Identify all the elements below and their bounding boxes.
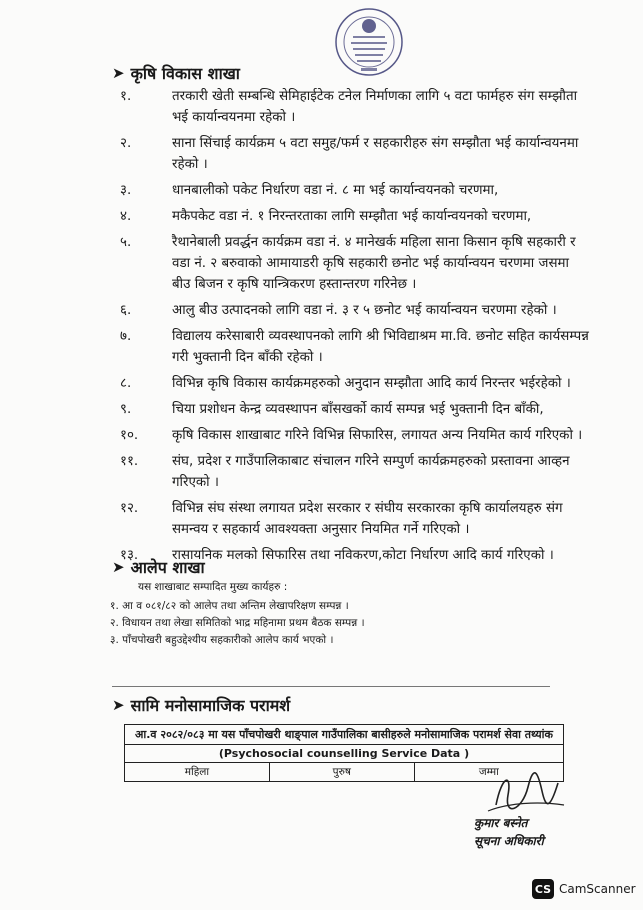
item-number: ६. <box>120 303 132 318</box>
item-text: रासायनिक मलको सिफारिस तथा नविकरण,कोटा निर्धारण आदि कार्य गरिएको । <box>172 548 554 563</box>
item-text: धानबालीको पकेट निर्धारण वडा नं. ८ मा भई कार्यान्वयनको चरणमा, <box>172 183 499 198</box>
list-item <box>120 451 590 493</box>
list-item: २. विधायन तथा लेखा समितिको भाद्र महिनामा प्रथम बैठक सम्पन्न । <box>110 617 365 629</box>
item-text: आलु बीउ उत्पादनको लागि वडा नं. ३ र ५ छनोट भई कार्यान्वयन चरणमा रहेको । <box>172 303 557 318</box>
item-text: संघ, प्रदेश र गाउँपालिकाबाट संचालन गरिने सम्पुर्ण कार्यक्रमहरुको प्रस्तावना आव्हन गरिएको । <box>172 454 570 490</box>
table-subtitle: (Psychosocial counselling Service Data ) <box>125 745 564 763</box>
list-item <box>120 326 590 368</box>
list-item <box>120 206 590 227</box>
item-text: विभिन्न कृषि विकास कार्यक्रमहरुको अनुदान सम्झौता आदि कार्य निरन्तर भईरहेको । <box>172 376 571 391</box>
table-title: आ.व २०८२/०८३ मा यस पाँचपोखरी थाङ्पाल गाउँपालिका बासीहरुले मनोसामाजिक परामर्श सेवा तथ्यांक <box>125 725 564 745</box>
list-item: ३. पाँचपोखरी बहुउद्देश्यीय सहकारीको आलेप कार्य भएको । <box>110 634 334 646</box>
krishi-list <box>120 86 590 571</box>
item-number: २. <box>120 136 132 151</box>
list-item <box>120 86 590 128</box>
item-text: साना सिंचाई कार्यक्रम ५ वटा समुह/फर्म र सहकारीहरु संग सम्झौता भई कार्यान्वयनमा रहेको । <box>172 136 579 172</box>
item-number: ११. <box>120 454 139 469</box>
list-item <box>120 232 590 295</box>
item-text: मकैपकेट वडा नं. १ निरन्तरताका लागि सम्झौता भई कार्यान्वयनको चरणमा, <box>172 209 532 224</box>
krishi-section-heading <box>112 62 240 84</box>
divider <box>112 686 550 687</box>
alep-section-heading <box>112 556 205 578</box>
item-text: रैथानेबाली प्रवर्द्धन कार्यक्रम वडा नं. ४ मानेखर्क महिला साना किसान कृषि सहकारी र वडा नं. २ बरुवाको आमायाडरी कृषि सहकारी छनोट भई कार्यान्वयन चरणमा जसमा बीउ बिजन र कृषि यान्त्रिकरण हस्तान्तरण गरिनेछ । <box>172 235 576 292</box>
signatory-block <box>474 814 544 850</box>
item-text: विभिन्न संघ संस्था लगायत प्रदेश सरकार र संघीय सरकारका कृषि कार्यालयहरु संग समन्वय र सहकार्य आवश्यक्ता अनुसार नियमित गर्ने गरिएको । <box>172 501 563 537</box>
item-number: ४. <box>120 209 132 224</box>
alep-intro: यस शाखाबाट सम्पादित मुख्य कार्यहरु : <box>138 581 288 593</box>
manosamajik-section-heading <box>112 694 290 716</box>
arrow-icon: ➤ <box>112 64 125 82</box>
list-item <box>120 133 590 175</box>
signatory-name: कुमार बस्नेत <box>474 816 528 830</box>
item-text: चिया प्रशोधन केन्द्र व्यवस्थापन बाँसखर्को कार्य सम्पन्न भई भुक्तानी दिन बाँकी, <box>172 402 544 417</box>
alep-heading-text: आलेप शाखा <box>130 558 205 577</box>
krishi-heading-text: कृषि विकास शाखा <box>130 64 240 83</box>
signatory-title: सूचना अधिकारी <box>474 834 544 848</box>
item-number: १३. <box>120 548 139 563</box>
arrow-icon: ➤ <box>112 696 125 714</box>
column-header-male: पुरुष <box>269 763 414 782</box>
item-number: ५. <box>120 235 132 250</box>
item-text: विद्यालय करेसाबारी व्यवस्थापनको लागि श्री भिविद्याश्रम मा.वि. छनोट सहित कार्यसम्पन्न गरी भुक्तानी दिन बाँकी रहेको । <box>172 329 589 365</box>
camscanner-label: CamScanner <box>559 882 636 896</box>
column-header-female: महिला <box>125 763 270 782</box>
list-item <box>120 498 590 540</box>
item-number: १२. <box>120 501 139 516</box>
arrow-icon: ➤ <box>112 558 125 576</box>
manosamajik-heading-text: सामि मनोसामाजिक परामर्श <box>130 696 291 715</box>
item-number: ८. <box>120 376 132 391</box>
office-seal <box>323 6 415 82</box>
item-number: ७. <box>120 329 132 344</box>
list-item <box>120 300 590 321</box>
list-item <box>120 425 590 446</box>
item-number: ९. <box>120 402 132 417</box>
item-text: तरकारी खेती सम्बन्धि सेमिहाईटेक टनेल निर्माणका लागि ५ वटा फार्महरु संग सम्झौता भई कार्यान्वयनमा रहेको । <box>172 89 578 125</box>
item-text: कृषि विकास शाखाबाट गरिने विभिन्न सिफारिस, लगायत अन्य नियमित कार्य गरिएको । <box>172 428 583 443</box>
list-item <box>120 373 590 394</box>
column-header-total: जम्मा <box>414 763 563 782</box>
item-number: १०. <box>120 428 139 443</box>
camscanner-watermark <box>532 879 636 899</box>
camscanner-logo-icon: CS <box>532 879 554 899</box>
list-item <box>120 180 590 201</box>
item-number: १. <box>120 89 132 104</box>
item-number: ३. <box>120 183 132 198</box>
alep-list <box>110 598 365 649</box>
list-item: १. आ व ०८१/८२ को आलेप तथा अन्तिम लेखापरिक्षण सम्पन्न । <box>110 600 349 612</box>
list-item <box>120 399 590 420</box>
